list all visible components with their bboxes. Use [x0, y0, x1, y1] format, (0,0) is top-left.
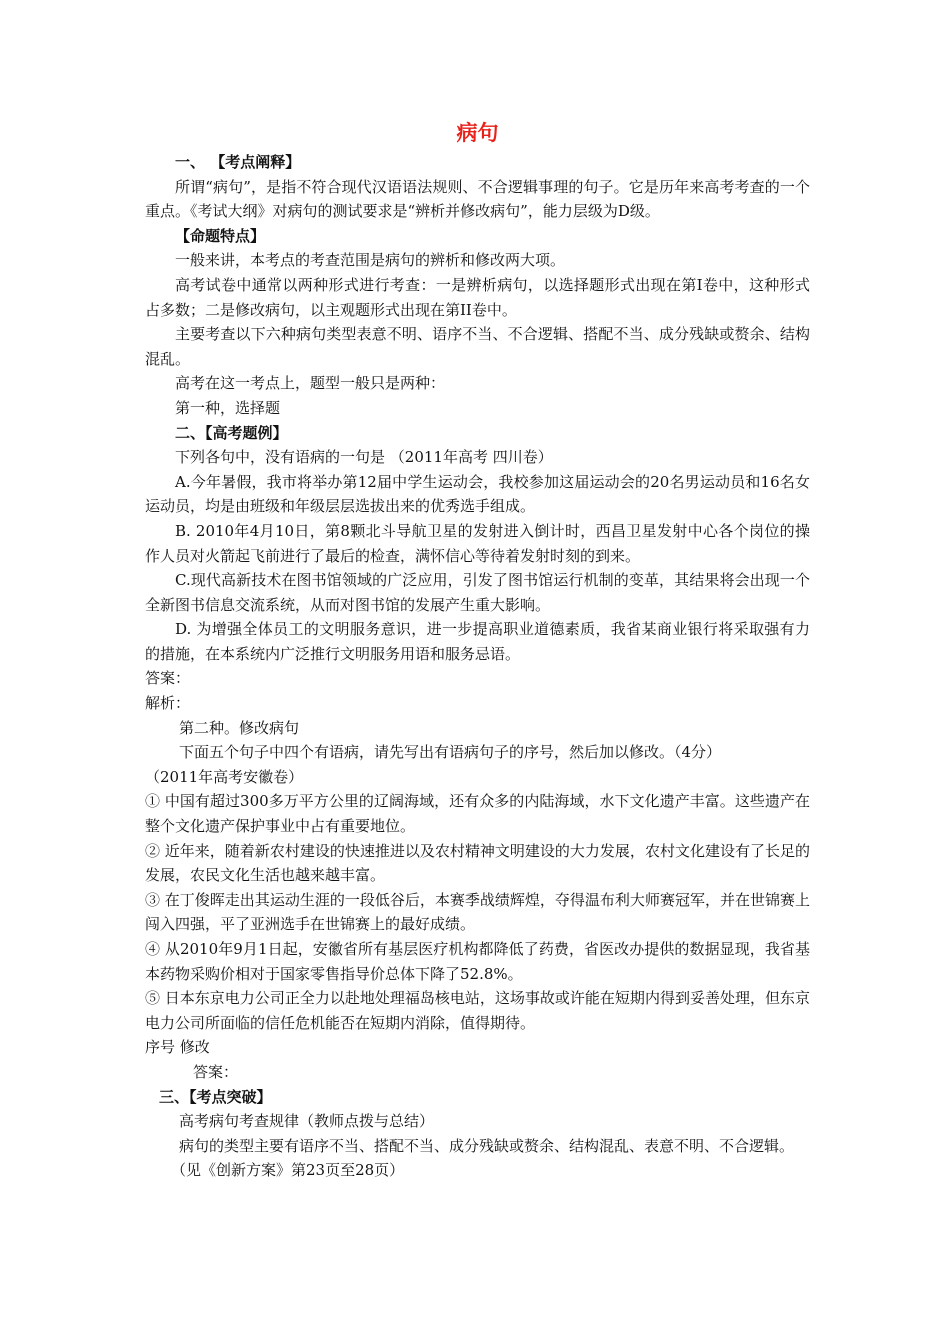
subsection-heading: 【命题特点】 [175, 226, 266, 245]
paragraph: 所谓“病句”，是指不符合现代汉语语法规则、不合逻辑事理的句子。它是历年来高考考查的一个重点。《考试大纲》对病句的测试要求是“辨析并修改病句”，能力层级为D级。 [145, 177, 810, 221]
paragraph: 主要考查以下六种病句类型表意不明、语序不当、不合逻辑、搭配不当、成分残缺或赘余、结构混乱。 [145, 325, 810, 368]
option-d: D. 为增强全体员工的文明服务意识，进一步提高职业道德素质，我省某商业银行将采取强有力的措施，在本系统内广泛推行文明服务用语和服务忌语。 [145, 620, 810, 663]
option-c: C.现代高新技术在图书馆领域的广泛应用，引发了图书馆运行机制的变革，其结果将会出现一个全新图书信息交流系统，从而对图书馆的发展产生重大影响。 [145, 571, 810, 614]
reference-note: （见《创新方案》第23页至28页） [171, 1161, 405, 1180]
sentence-4: ④ 从2010年9月1日起，安徽省所有基层医疗机构都降低了药费，省医改办提供的数据显现，我省基本药物采购价相对于国家零售指导价总体下降了52.8%。 [145, 940, 810, 983]
sentence-1: ① 中国有超过300多万平方公里的辽阔海域，还有众多的内陆海域，水下文化遗产丰富。这些遗产在整个文化遗产保护事业中占有重要地位。 [145, 792, 810, 836]
answer-label-2: 答案： [193, 1062, 239, 1081]
paragraph: 高考在这一考点上，题型一般只是两种： [175, 374, 446, 393]
question-2-intro: 下面五个句子中四个有语病，请先写出有语病句子的序号，然后加以修改。（4分） [179, 743, 722, 762]
sentence-5: ⑤ 日本东京电力公司正全力以赴地处理福岛核电站，这场事故或许能在短期内得到妥善处理，但东京电力公司所面临的信任危机能否在短期内消除，值得期待。 [145, 989, 810, 1032]
answer-label: 答案： [145, 669, 191, 688]
section-2-heading: 二、【高考题例】 [175, 423, 288, 442]
paragraph: 第一种，选择题 [175, 398, 281, 417]
sentence-2: ② 近年来，随着新农村建设的快速推进以及农村精神文明建设的大力发展，农村文化建设有了长足的发展，农民文化生活也越来越丰富。 [145, 841, 810, 885]
paragraph: 病句的类型主要有语序不当、搭配不当、成分残缺或赘余、结构混乱、表意不明、不合逻辑。 [179, 1136, 795, 1155]
answer-format-label: 序号 修改 [145, 1038, 210, 1057]
document-page [145, 118, 810, 1183]
question-2-source: （2011年高考安徽卷） [145, 767, 304, 786]
option-a: A.今年暑假，我市将举办第12届中学生运动会，我校参加这届运动会的20名男运动员和16名女运动员，均是由班级和年级层层选拔出来的优秀选手组成。 [145, 472, 810, 516]
page-title: 病句 [456, 121, 499, 145]
section-3-heading: 三、【考点突破】 [159, 1087, 272, 1106]
question-intro: 下列各句中，没有语病的一句是 （2011年高考 四川卷） [175, 448, 553, 467]
paragraph: 高考试卷中通常以两种形式进行考查：一是辨析病句，以选择题形式出现在第I卷中，这种形式占多数；二是修改病句，以主观题形式出现在第II卷中。 [145, 275, 810, 319]
question-type-2: 第二种。修改病句 [179, 718, 300, 737]
paragraph: 高考病句考查规律（教师点拨与总结） [179, 1112, 435, 1131]
sentence-3: ③ 在丁俊晖走出其运动生涯的一段低谷后，本赛季战绩辉煌，夺得温布利大师赛冠军，并在世锦赛上闯入四强，平了亚洲选手在世锦赛上的最好成绩。 [145, 890, 810, 934]
option-b: B. 2010年4月10日，第8颗北斗导航卫星的发射进入倒计时，西昌卫星发射中心各个岗位的操作人员对火箭起飞前进行了最后的检查，满怀信心等待着发射时刻的到来。 [145, 521, 810, 565]
analysis-label: 解析： [145, 694, 191, 713]
paragraph: 一般来讲，本考点的考查范围是病句的辨析和修改两大项。 [175, 251, 566, 270]
section-1-heading: 一、 【考点阐释】 [175, 153, 301, 171]
